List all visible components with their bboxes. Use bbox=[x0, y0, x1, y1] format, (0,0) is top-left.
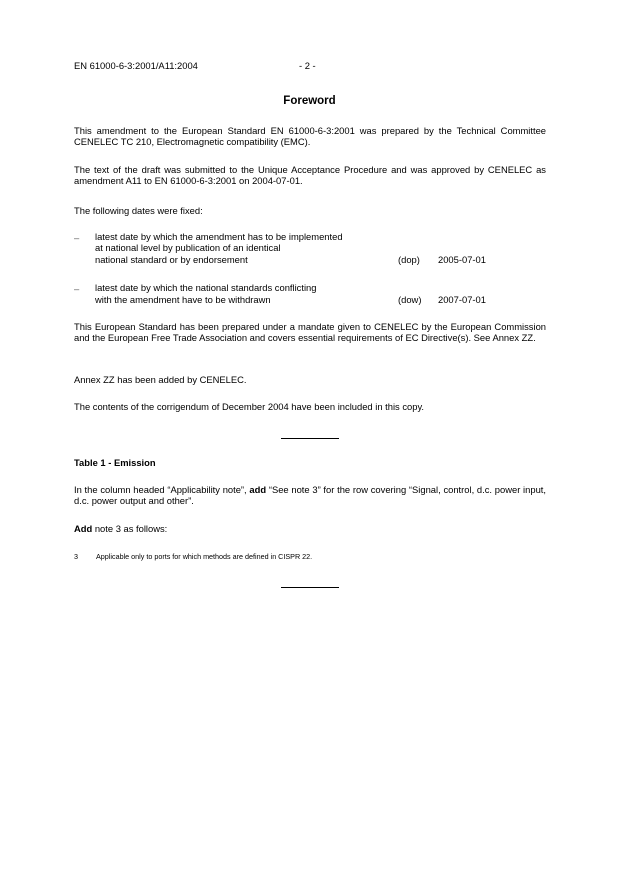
foreword-paragraph-4: This European Standard has been prepared under a mandate given to CENELEC by the European Commission and the European Free Trade Association and covers essential requirements of EC Directive(s). See Annex ZZ. bbox=[74, 321, 546, 343]
date-code: (dop) bbox=[398, 254, 420, 265]
foreword-paragraph-1: This amendment to the European Standard EN 61000-6-3:2001 was prepared by the Technical Committee CENELEC TC 210, Electromagnetic compatibility (EMC). bbox=[74, 125, 546, 147]
add-note-instruction bbox=[74, 523, 167, 534]
date-description-line: latest date by which the national standards conflicting bbox=[95, 282, 317, 293]
foreword-paragraph-3: The following dates were fixed: bbox=[74, 205, 203, 216]
instruction-text: note 3 as follows: bbox=[92, 523, 168, 534]
instruction-keyword: add bbox=[249, 484, 267, 495]
instruction-keyword: Add bbox=[74, 523, 93, 534]
list-dash: – bbox=[74, 232, 80, 243]
page-number: - 2 - bbox=[299, 60, 316, 71]
foreword-paragraph-2: The text of the draft was submitted to the Unique Acceptance Procedure and was approved by CENELEC as amendment A11 to EN 61000-6-3:2001 on 2004-07-01. bbox=[74, 164, 546, 186]
note-text: Applicable only to ports for which methods are defined in CISPR 22. bbox=[96, 552, 313, 561]
foreword-paragraph-6: The contents of the corrigendum of December 2004 have been included in this copy. bbox=[74, 401, 425, 412]
document-id: EN 61000-6-3:2001/A11:2004 bbox=[74, 60, 198, 71]
instruction-text: In the column headed “Applicability note”, bbox=[74, 484, 250, 495]
foreword-paragraph-5: Annex ZZ has been added by CENELEC. bbox=[74, 374, 247, 385]
instruction-text: “See note 3” for the row covering “Signal, control, d.c. power input, d.c. power output and other”. bbox=[74, 484, 546, 506]
date-value: 2007-07-01 bbox=[438, 294, 486, 305]
note-number: 3 bbox=[74, 552, 78, 561]
table-instruction bbox=[74, 484, 546, 506]
table-heading: Table 1 - Emission bbox=[74, 457, 156, 468]
date-code: (dow) bbox=[398, 294, 422, 305]
section-divider bbox=[281, 438, 339, 439]
date-description-line: latest date by which the amendment has to be implemented bbox=[95, 231, 343, 242]
foreword-title: Foreword bbox=[283, 95, 336, 107]
section-divider bbox=[281, 587, 339, 588]
date-description-line: national standard or by endorsement bbox=[95, 254, 248, 265]
date-description-line: with the amendment have to be withdrawn bbox=[95, 294, 271, 305]
date-description-line: at national level by publication of an identical bbox=[95, 242, 281, 253]
date-value: 2005-07-01 bbox=[438, 254, 486, 265]
list-dash: – bbox=[74, 283, 80, 294]
